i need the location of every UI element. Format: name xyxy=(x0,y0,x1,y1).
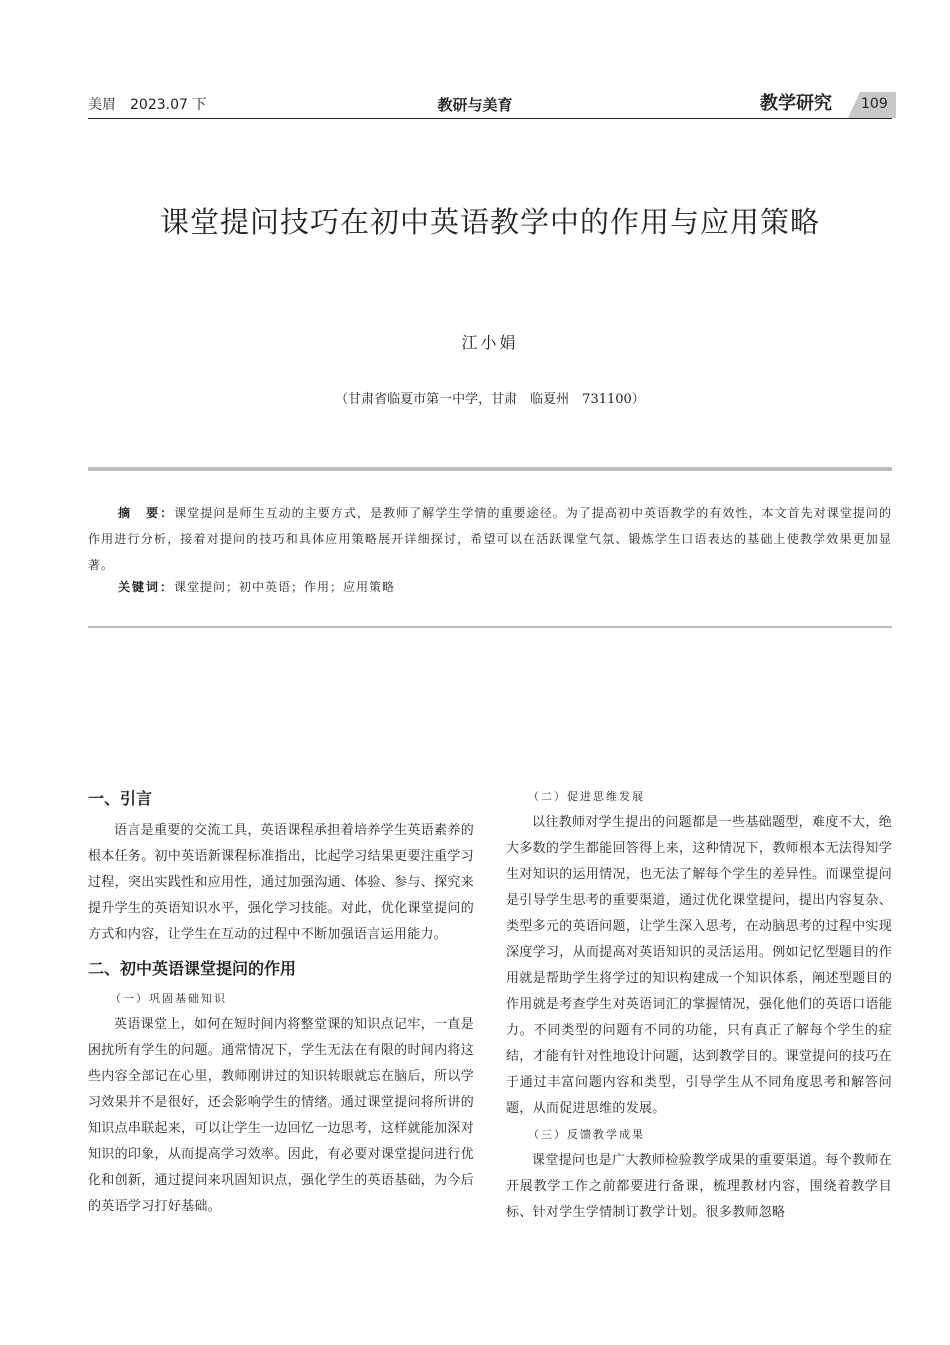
keywords-text: 课堂提问；初中英语；作用；应用策略 xyxy=(174,580,396,594)
abstract xyxy=(88,500,892,578)
author-affiliation: （甘肃省临夏市第一中学，甘肃 临夏州 731100） xyxy=(335,392,645,407)
page-number: 109 xyxy=(861,96,888,112)
page-number-tab xyxy=(848,92,896,118)
subsection-heading: （二）促进思维发展 xyxy=(528,790,645,803)
abstract-top-rule xyxy=(88,467,892,471)
paragraph: 英语课堂上，如何在短时间内将整堂课的知识点记牢，一直是困扰所有学生的问题。通常情况下，学生无法在有限的时间内将这些内容全部记在心里，教师刚讲过的知识转眼就忘在脑后，所以学习效果并不是很好，还会影响学生的情绪。通过课堂提问将所讲的知识点串联起来，可以让学生一边回忆一边思考，这样就能加深对知识的印象，从而提高学习效率。因此，有必要对课堂提问进行优化和创新，通过提问来巩固知识点，强化学生的英语基础，为今后的英语学习打好基础。 xyxy=(88,1017,474,1214)
header-rule xyxy=(88,118,892,119)
keywords-label: 关键词： xyxy=(118,580,175,594)
abstract-label: 摘 要： xyxy=(118,506,175,520)
author-name: 江小娟 xyxy=(461,333,519,352)
article-title: 课堂提问技巧在初中英语教学中的作用与应用策略 xyxy=(159,205,820,239)
paragraph: 语言是重要的交流工具，英语课程承担着培养学生英语素养的根本任务。初中英语新课程标准指出，比起学习结果更要注重学习过程，突出实践性和应用性，通过加强沟通、体验、参与、探究来提升学生的英语知识水平，强化学习技能。对此，优化课堂提问的方式和内容，让学生在互动的过程中不断加强语言运用能力。 xyxy=(88,823,474,942)
subsection-heading: （三）反馈教学成果 xyxy=(528,1128,645,1141)
paragraph: 以往教师对学生提出的问题都是一些基础题型，难度不大，绝大多数的学生都能回答得上来，这种情况下，教师根本无法得知学生对知识的运用情况，也无法了解每个学生的差异性。而课堂提问是引导学生思考的重要渠道，通过优化课堂提问，提出内容复杂、类型多元的英语问题，让学生深入思考，在动脑思考的过程中实现深度学习，从而提高对英语知识的灵活运用。例如记忆型题目的作用就是帮助学生将学过的知识构建成一个知识体系，阐述型题目的作用就是考查学生对英语词汇的掌握情况，强化他们的英语口语能力。不同类型的问题有不同的功能，只有真正了解每个学生的症结，才能有针对性地设计问题，达到教学目的。课堂提问的技巧在于通过丰富问题内容和类型，引导学生从不同角度思考和解答问题，从而促进思维的发展。 xyxy=(506,815,892,1116)
abstract-bottom-rule xyxy=(88,626,892,628)
right-column xyxy=(506,784,892,1226)
section-name: 教研与美育 xyxy=(437,96,513,114)
column-name: 教学研究 xyxy=(760,93,832,114)
paragraph: 课堂提问也是广大教师检验教学成果的重要渠道。每个教师在开展教学工作之前都要进行备课，梳理教材内容，围绕着教学目标、针对学生学情制订教学计划。很多教师忽略 xyxy=(506,1153,892,1220)
journal-name: 美眉 xyxy=(88,97,116,113)
left-column xyxy=(88,784,474,1220)
section-heading-role: 二、初中英语课堂提问的作用 xyxy=(88,959,297,978)
keywords xyxy=(118,574,395,600)
abstract-text: 课堂提问是师生互动的主要方式，是教师了解学生学情的重要途径。为了提高初中英语教学的有效性，本文首先对课堂提问的作用进行分析，接着对提问的技巧和具体应用策略展开详细探讨，希望可以在活跃课堂气氛、锻炼学生口语表达的基础上使教学效果更加显著。 xyxy=(88,506,892,572)
issue-label: 2023.07 下 xyxy=(130,97,207,113)
section-heading-introduction: 一、引言 xyxy=(88,789,153,808)
subsection-heading: （一）巩固基础知识 xyxy=(110,992,227,1005)
